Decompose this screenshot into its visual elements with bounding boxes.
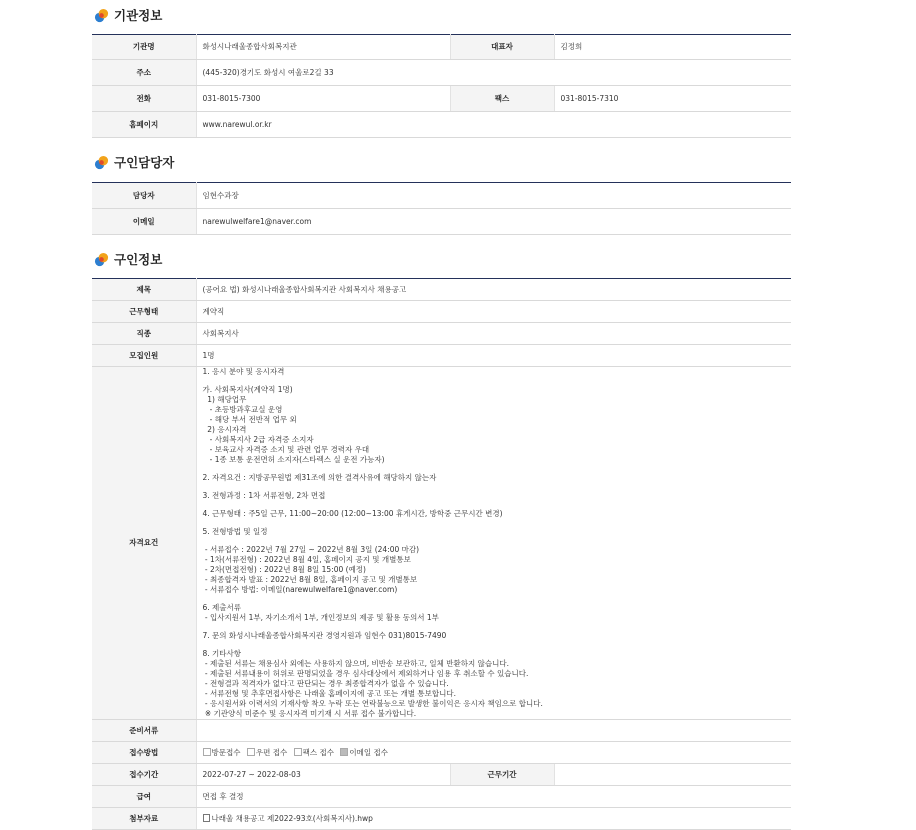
requirement-line: 1. 응시 분야 및 응시자격 [202, 367, 285, 376]
requirement-line: - 사회복지사 2급 자격증 소지자 [202, 435, 314, 444]
table-row [92, 764, 791, 786]
field-label: 홈페이지 [92, 112, 196, 138]
requirement-line: - 서류전형 및 추후면접사항은 나래울 홈페이지에 공고 또는 개별 통보합니다. [202, 689, 457, 698]
job-info-table [92, 278, 791, 830]
table-row [92, 209, 791, 235]
requirement-line: - 서류접수 : 2022년 7월 27일 ~ 2022년 8월 3일 (24:00 마감) [202, 545, 420, 554]
requirement-line: - 초등방과후교실 운영 [202, 405, 283, 414]
field-label: 접수방법 [92, 742, 196, 764]
requirement-line: 6. 제출서류 [202, 603, 242, 612]
field-label: 준비서류 [92, 720, 196, 742]
attachment-link[interactable]: 나래울 채용공고 제2022-93호(사회복지사).hwp [196, 808, 791, 830]
requirement-line: - 제출된 서류는 채용심사 외에는 사용하지 않으며, 비반송 보관하고, 일체 반환하지 않습니다. [202, 659, 510, 668]
org-name-value: 화성시나래울종합사회복지관 [196, 35, 450, 60]
requirement-line: 5. 전형방법 및 일정 [202, 527, 268, 536]
field-label: 제목 [92, 279, 196, 301]
line-gap [203, 623, 786, 631]
field-label: 근무형태 [92, 301, 196, 323]
table-row [92, 183, 791, 209]
table-row [92, 86, 791, 112]
docs-value [196, 720, 791, 742]
section-bullet-icon [94, 252, 109, 267]
field-label: 담당자 [92, 183, 196, 209]
org-info-table [92, 34, 791, 138]
org-homepage-link[interactable]: www.narewul.or.kr [196, 112, 791, 138]
table-row [92, 808, 791, 830]
table-row [92, 742, 791, 764]
table-row [92, 720, 791, 742]
requirement-line: - 해당 부서 전반적 업무 외 [202, 415, 297, 424]
line-gap [203, 641, 786, 649]
requirement-line: 8. 기타사항 [202, 649, 242, 658]
requirement-line: - 2차(면접전형) : 2022년 8월 8일 15:00 (예정) [202, 565, 366, 574]
section-title-job: 구인정보 [94, 250, 162, 268]
line-gap [203, 501, 786, 509]
line-gap [203, 465, 786, 473]
line-gap [203, 519, 786, 527]
requirement-line: 3. 전형과정 : 1차 서류전형, 2차 면접 [202, 491, 326, 500]
line-gap [203, 595, 786, 603]
field-label: 자격요건 [92, 367, 196, 720]
requirement-line: - 1종 보통 운전면허 소지자(스타렉스 실 운전 가능자) [202, 455, 385, 464]
field-label: 모집인원 [92, 345, 196, 367]
org-fax-value: 031-8015-7310 [554, 86, 791, 112]
field-label: 근무기간 [450, 764, 554, 786]
requirement-line: 가. 사회복지사(계약직 1명) [202, 385, 293, 394]
requirement-line: ※ 기관양식 미준수 및 응시자격 미기재 시 서류 접수 불가합니다. [202, 709, 417, 718]
job-kind-value: 사회복지사 [196, 323, 791, 345]
job-count-value: 1명 [196, 345, 791, 367]
section-title-org: 기관정보 [94, 6, 162, 24]
table-row [92, 60, 791, 86]
checkbox-icon [247, 748, 255, 756]
file-icon [203, 814, 210, 822]
requirement-line: 4. 근무형태 : 주5일 근무, 11:00~20:00 (12:00~13:00 휴게시간, 방학중 근무시간 변경) [202, 509, 503, 518]
apply-period-value: 2022-07-27 ~ 2022-08-03 [196, 764, 450, 786]
method-visit: 방문접수 [203, 748, 241, 757]
table-row [92, 35, 791, 60]
contact-info-table [92, 182, 791, 235]
checkbox-icon [294, 748, 302, 756]
table-row [92, 345, 791, 367]
section-bullet-icon [94, 8, 109, 23]
table-row [92, 279, 791, 301]
line-gap [203, 483, 786, 491]
table-row [92, 323, 791, 345]
table-row [92, 367, 791, 720]
line-gap [203, 377, 786, 385]
requirement-line: - 입사지원서 1부, 자기소개서 1부, 개인정보의 제공 및 활용 동의서 1부 [202, 613, 439, 622]
requirement-line: - 최종합격자 발표 : 2022년 8월 8일, 홈페이지 공고 및 개별통보 [202, 575, 418, 584]
field-label: 기관명 [92, 35, 196, 60]
section-bullet-icon [94, 155, 109, 170]
method-fax: 팩스 접수 [294, 748, 334, 757]
field-label: 팩스 [450, 86, 554, 112]
work-period-value [554, 764, 791, 786]
table-row [92, 786, 791, 808]
job-type-value: 계약직 [196, 301, 791, 323]
field-label: 직종 [92, 323, 196, 345]
requirements-lines [203, 367, 786, 719]
requirement-line: 2. 자격요건 : 지방공무원법 제31조에 의한 결격사유에 해당하지 않는자 [202, 473, 437, 482]
requirement-line: 1) 해당업무 [202, 395, 247, 404]
requirement-line: 7. 문의 화성시나래울종합사회복지관 경영지원과 임현수 031)8015-7490 [202, 631, 447, 640]
requirements-text [196, 367, 791, 720]
field-label: 주소 [92, 60, 196, 86]
method-post: 우편 접수 [247, 748, 287, 757]
org-rep-value: 김정희 [554, 35, 791, 60]
apply-method-list [196, 742, 791, 764]
requirement-line: - 응시원서와 이력서의 기재사항 착오 누락 또는 연락불능으로 발생한 불이익은 응시자 책임으로 합니다. [202, 699, 543, 708]
contact-email-value: narewulwelfare1@naver.com [196, 209, 791, 235]
checkbox-checked-icon [340, 748, 348, 756]
field-label: 대표자 [450, 35, 554, 60]
org-address-value: (445-320)경기도 화성시 여울로2길 33 [196, 60, 791, 86]
field-label: 이메일 [92, 209, 196, 235]
method-email: 이메일 접수 [340, 748, 388, 757]
job-title-value: (공어요 법) 화성시나래울종합사회복지관 사회복지사 채용공고 [196, 279, 791, 301]
checkbox-icon [203, 748, 211, 756]
requirement-line: 2) 응시자격 [202, 425, 247, 434]
requirement-line: - 전형결과 적격자가 없다고 판단되는 경우 최종합격자가 없을 수 있습니다. [202, 679, 449, 688]
field-label: 첨부자료 [92, 808, 196, 830]
table-row [92, 301, 791, 323]
field-label: 접수기간 [92, 764, 196, 786]
requirement-line: - 1차(서류전형) : 2022년 8월 4일, 홈페이지 공지 및 개별통보 [202, 555, 411, 564]
requirement-line: - 제출된 서류내용이 허위로 판명되었을 경우 심사대상에서 제외하거나 임용 후 취소할 수 있습니다. [202, 669, 529, 678]
requirement-line: - 서류접수 방법: 이메일(narewulwelfare1@naver.com) [202, 585, 398, 594]
table-row [92, 112, 791, 138]
requirement-line: - 보육교사 자격증 소지 및 관련 업무 경력자 우대 [202, 445, 370, 454]
line-gap [203, 537, 786, 545]
section-title-contact: 구인담당자 [94, 153, 174, 171]
org-tel-value: 031-8015-7300 [196, 86, 450, 112]
pay-value: 면접 후 결정 [196, 786, 791, 808]
field-label: 전화 [92, 86, 196, 112]
field-label: 급여 [92, 786, 196, 808]
contact-person-value: 임현수과장 [196, 183, 791, 209]
